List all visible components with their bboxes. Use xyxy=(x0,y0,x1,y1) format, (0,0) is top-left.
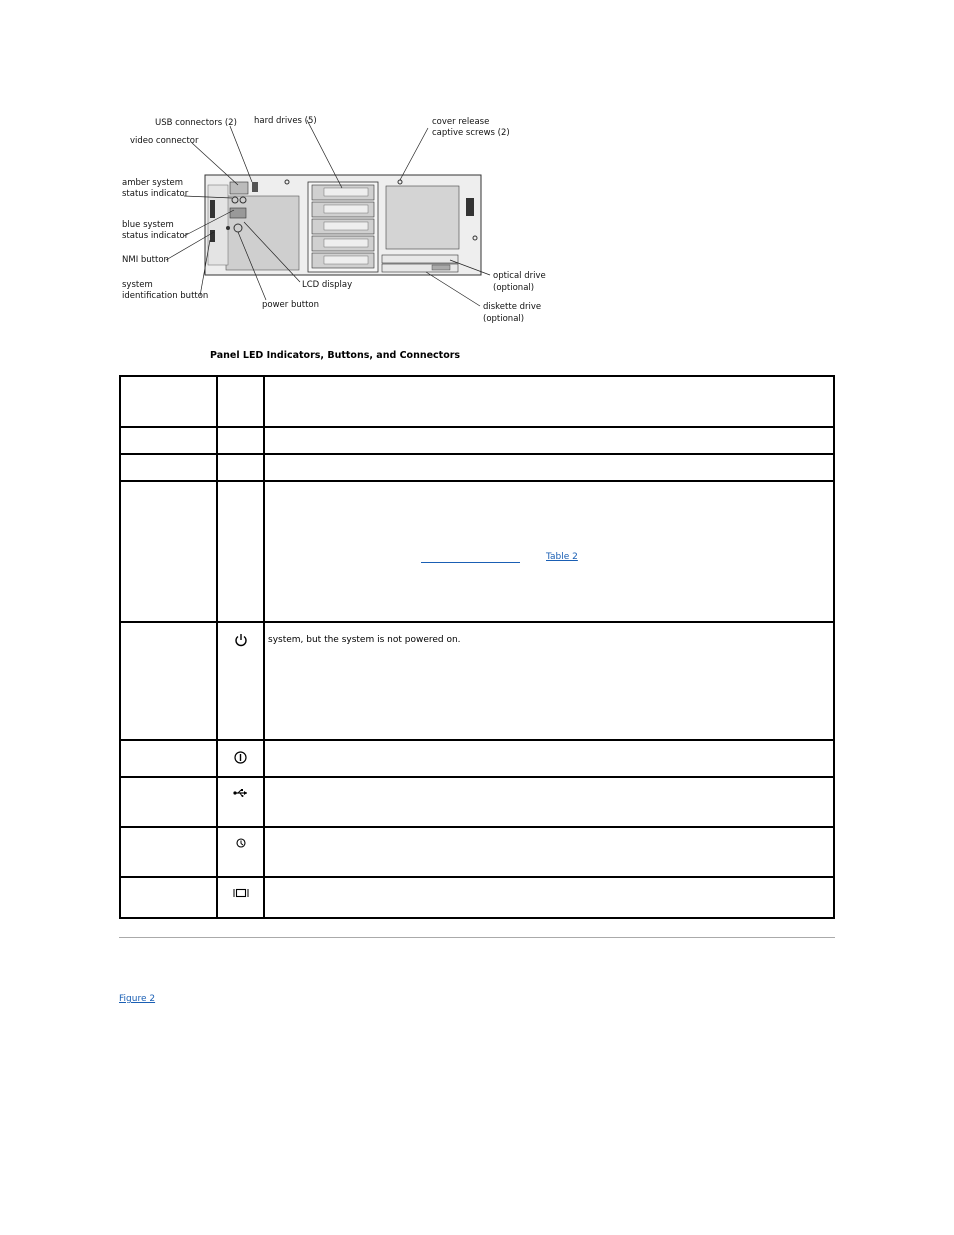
table-cell xyxy=(217,481,264,622)
table-cell xyxy=(120,376,217,427)
table-cell xyxy=(217,622,264,740)
table-row xyxy=(120,427,834,454)
table-row xyxy=(120,877,834,918)
callout-lcd: LCD display xyxy=(302,280,353,290)
table-cell xyxy=(217,777,264,827)
table-cell xyxy=(264,777,834,827)
table-cell xyxy=(217,827,264,877)
table-caption: Panel LED Indicators, Buttons, and Connectors xyxy=(210,350,461,361)
table-cell xyxy=(120,454,217,481)
table-cell xyxy=(217,427,264,454)
table-cell xyxy=(264,877,834,918)
callout-amber-2: status indicator xyxy=(122,189,189,199)
figure-2-link[interactable]: Figure 2 xyxy=(119,994,156,1004)
callout-blue-2: status indicator xyxy=(122,231,189,241)
table-cell xyxy=(120,777,217,827)
video-icon xyxy=(233,888,249,898)
callout-amber-1: amber system xyxy=(122,178,184,188)
table-cell xyxy=(264,827,834,877)
callout-diskette-2: (optional) xyxy=(483,314,525,324)
table-cell xyxy=(264,454,834,481)
table-row xyxy=(120,622,834,740)
usb-icon xyxy=(233,788,249,798)
table-row xyxy=(120,827,834,877)
blank-link[interactable] xyxy=(421,552,520,563)
table-row xyxy=(120,376,834,427)
callout-hdd: hard drives (5) xyxy=(254,116,317,126)
callout-cover-2: captive screws (2) xyxy=(432,128,510,138)
callout-nmi: NMI button xyxy=(122,255,169,265)
front-panel-figure xyxy=(110,110,550,330)
callout-diskette-1: diskette drive xyxy=(483,302,542,312)
table-cell xyxy=(217,376,264,427)
table-cell xyxy=(264,622,834,740)
power-icon xyxy=(234,633,248,647)
callout-sysid-1: system xyxy=(122,280,153,290)
table-cell xyxy=(120,427,217,454)
callout-optical-1: optical drive xyxy=(493,271,546,281)
table-cell xyxy=(120,740,217,777)
table-cell xyxy=(120,827,217,877)
callout-sysid-2: identification button xyxy=(122,291,209,301)
system-id-icon xyxy=(236,838,246,848)
front-panel-diagram xyxy=(110,110,550,330)
table-cell xyxy=(264,427,834,454)
section-divider xyxy=(119,937,835,938)
callout-video: video connector xyxy=(130,136,199,146)
table-row xyxy=(120,777,834,827)
table-cell xyxy=(120,622,217,740)
power-description: system, but the system is not powered on. xyxy=(268,635,461,645)
callout-cover-1: cover release xyxy=(432,117,490,127)
table-cell xyxy=(217,454,264,481)
table-row xyxy=(120,454,834,481)
callout-optical-2: (optional) xyxy=(493,283,535,293)
table-cell xyxy=(120,481,217,622)
nmi-icon xyxy=(234,751,247,764)
panel-indicators-table xyxy=(119,375,835,919)
table-cell xyxy=(264,376,834,427)
callout-usb: USB connectors (2) xyxy=(155,118,237,128)
table-cell xyxy=(217,877,264,918)
callout-power: power button xyxy=(262,300,320,310)
table-cell xyxy=(264,740,834,777)
table-row xyxy=(120,740,834,777)
table-cell xyxy=(120,877,217,918)
table-2-link[interactable]: Table 2 xyxy=(546,552,578,562)
callout-blue-1: blue system xyxy=(122,220,174,230)
table-cell xyxy=(217,740,264,777)
